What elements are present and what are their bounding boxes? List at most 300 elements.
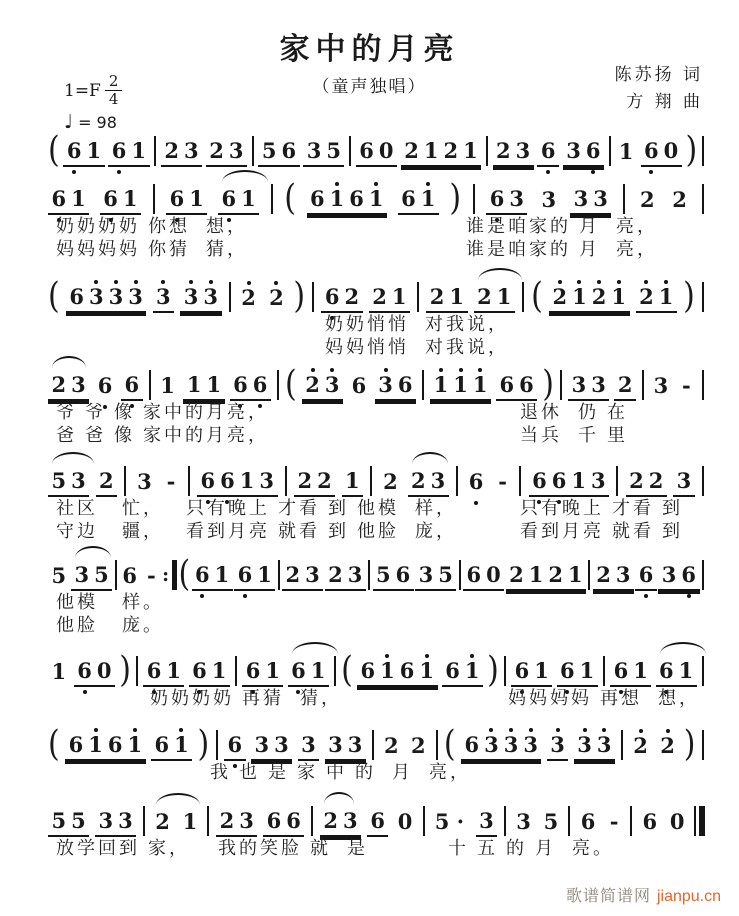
note-char: 2 bbox=[617, 372, 633, 397]
slur-arc bbox=[478, 268, 522, 280]
note-group bbox=[461, 729, 542, 761]
note-group bbox=[48, 560, 70, 590]
note-char: 0 bbox=[663, 138, 679, 163]
note-char: 6 bbox=[233, 374, 248, 396]
note-char: 6 bbox=[552, 470, 567, 492]
note-char: 1 bbox=[528, 562, 544, 587]
note-char: 2 bbox=[372, 284, 387, 309]
barline bbox=[154, 136, 156, 166]
note-char: 6 bbox=[286, 808, 301, 833]
octave-dot-above bbox=[426, 182, 430, 186]
note-char: 6 bbox=[395, 562, 411, 587]
octave-dot-above bbox=[558, 280, 562, 284]
note-group bbox=[142, 560, 161, 590]
note-char: 1 bbox=[434, 374, 449, 396]
note-char: 6 bbox=[170, 188, 185, 210]
note-group bbox=[224, 729, 246, 761]
note-char: 1 bbox=[465, 660, 480, 682]
note-char: 1 bbox=[618, 139, 634, 164]
octave-dot-above bbox=[529, 728, 533, 732]
note-group bbox=[381, 730, 403, 760]
music-line bbox=[0, 362, 739, 452]
note-char: 1 bbox=[257, 562, 272, 587]
note-char: 1 bbox=[160, 373, 175, 398]
note-char: 6 bbox=[310, 186, 325, 211]
note-group bbox=[656, 655, 697, 687]
note-group bbox=[179, 806, 201, 836]
note-char: 1 bbox=[633, 658, 648, 683]
note-char: 3 bbox=[591, 468, 606, 493]
octave-dot-above bbox=[602, 728, 606, 732]
note-char: 3 bbox=[484, 734, 499, 756]
open-paren: ( bbox=[48, 129, 60, 172]
note-char: 6 bbox=[469, 471, 484, 493]
note-char: 3 bbox=[571, 372, 587, 397]
note-char: 3 bbox=[676, 468, 692, 493]
barline bbox=[560, 370, 562, 400]
barline bbox=[312, 282, 314, 312]
octave-dot-above bbox=[330, 368, 334, 372]
final-thin-bar bbox=[694, 806, 696, 836]
note-char: 3 bbox=[577, 734, 592, 756]
note-group bbox=[325, 559, 366, 591]
barline bbox=[623, 184, 625, 214]
note-char: 5 bbox=[376, 562, 391, 587]
note-group bbox=[100, 183, 141, 215]
note-char: 1 bbox=[310, 658, 326, 683]
note-char: 1 bbox=[453, 374, 468, 396]
octave-dot-above bbox=[439, 368, 443, 372]
octave-dot-above bbox=[247, 281, 251, 285]
note-char: 0 bbox=[669, 809, 685, 834]
note-char: 2 bbox=[553, 286, 568, 308]
barline bbox=[702, 730, 704, 760]
note-char: 2 bbox=[660, 735, 675, 757]
note-char: 1 bbox=[182, 809, 198, 834]
note-char: 6 bbox=[351, 373, 367, 398]
note-char: 1 bbox=[369, 188, 384, 210]
octave-dot-below bbox=[644, 594, 648, 598]
lyric-segment: 社区 忙， bbox=[56, 498, 165, 518]
barline bbox=[278, 560, 280, 590]
note-char: 3 bbox=[523, 734, 538, 756]
note-char: 2 bbox=[509, 562, 524, 587]
note-char: 2 bbox=[596, 562, 611, 587]
octave-dot-above bbox=[509, 728, 513, 732]
time-signature-numerator: 2 bbox=[105, 74, 123, 91]
octave-dot-below bbox=[474, 501, 478, 505]
lyric-segment: 谁是咱家的 月 亮， bbox=[466, 216, 659, 236]
note-char: 3 bbox=[137, 469, 152, 494]
note-group bbox=[493, 135, 534, 167]
note-group bbox=[547, 729, 569, 761]
lyric-segment: 他模 样。 bbox=[56, 592, 165, 612]
note-char: 3 bbox=[325, 374, 340, 396]
note-char: 6 bbox=[69, 284, 84, 309]
note-group bbox=[218, 183, 259, 215]
note-char: 6 bbox=[359, 138, 374, 163]
octave-dot-below bbox=[591, 170, 595, 174]
barline bbox=[568, 806, 570, 836]
octave-dot-above bbox=[179, 728, 183, 732]
note-group bbox=[465, 466, 487, 496]
barline bbox=[136, 656, 138, 686]
note-char: 2 bbox=[323, 808, 338, 833]
open-paren: ( bbox=[531, 275, 543, 318]
octave-dot-above bbox=[470, 654, 474, 658]
note-group bbox=[476, 805, 498, 837]
barline bbox=[143, 806, 145, 836]
note-char: 6 bbox=[227, 734, 242, 756]
note-char: 3 bbox=[98, 808, 114, 833]
note-char: 1 bbox=[330, 188, 345, 210]
barline bbox=[188, 466, 190, 496]
note-char: 3 bbox=[615, 562, 631, 587]
music-line bbox=[0, 798, 739, 888]
note-char: 3 bbox=[184, 286, 199, 308]
note-char: 3 bbox=[509, 186, 524, 211]
octave-dot-above bbox=[639, 729, 643, 733]
note-char: 2 bbox=[383, 469, 398, 494]
note-group bbox=[356, 135, 397, 167]
octave-dot-above bbox=[577, 280, 581, 284]
note-char: 5 bbox=[434, 809, 450, 834]
note-group bbox=[474, 281, 515, 313]
note-group bbox=[394, 806, 416, 836]
note-group bbox=[557, 655, 598, 687]
note-char: 3 bbox=[156, 286, 171, 308]
octave-dot-above bbox=[556, 728, 560, 732]
open-paren: ( bbox=[48, 275, 60, 318]
note-group bbox=[641, 135, 682, 167]
barline bbox=[702, 136, 704, 166]
note-char: 1 bbox=[214, 562, 230, 587]
note-char: 6 bbox=[124, 374, 139, 396]
note-char: 0 bbox=[486, 562, 501, 587]
note-group bbox=[442, 655, 483, 687]
octave-dot-above bbox=[617, 280, 621, 284]
note-char: 6 bbox=[238, 564, 253, 586]
lyric-segment: 我的笑脸 就 是 bbox=[218, 838, 369, 858]
note-char: 0 bbox=[96, 658, 112, 683]
note-char: 3 bbox=[418, 562, 434, 587]
note-group bbox=[637, 184, 659, 214]
note-char: 2 bbox=[404, 138, 419, 163]
note-group bbox=[577, 806, 599, 836]
note-char: 6 bbox=[68, 732, 84, 757]
barline bbox=[459, 560, 461, 590]
note-char: 6 bbox=[586, 140, 601, 162]
note-group bbox=[307, 183, 388, 215]
octave-dot-above bbox=[459, 368, 463, 372]
note-char: 6 bbox=[532, 470, 547, 492]
note-group bbox=[657, 730, 679, 760]
note-char: 2 bbox=[629, 468, 644, 493]
barline bbox=[216, 730, 218, 760]
note-char: 3 bbox=[504, 734, 519, 756]
note-char: 2 bbox=[305, 374, 320, 396]
note-char: 1 bbox=[51, 659, 67, 684]
note-char: 6 bbox=[349, 186, 364, 211]
note-char: 2 bbox=[411, 733, 426, 758]
note-group bbox=[234, 559, 275, 591]
note-char: 1 bbox=[71, 186, 86, 211]
barline bbox=[252, 136, 254, 166]
note-char: 1 bbox=[419, 660, 434, 682]
note-char: 2 bbox=[672, 187, 687, 212]
note-char: 6 bbox=[281, 138, 297, 163]
barline bbox=[422, 370, 424, 400]
note-char: 6 bbox=[642, 809, 658, 834]
note-group bbox=[506, 559, 587, 591]
close-paren: ) bbox=[487, 649, 499, 692]
note-group bbox=[134, 466, 156, 496]
lyric-segment: 奶奶奶奶 你想 想， bbox=[56, 216, 249, 236]
note-char: 5 bbox=[438, 562, 453, 587]
barline bbox=[519, 466, 521, 496]
note-group bbox=[180, 281, 221, 313]
note-char: 2 bbox=[241, 287, 256, 309]
note-char: 3 bbox=[430, 468, 446, 493]
lyric-segment: 看到月亮 就看 到 bbox=[520, 521, 684, 541]
note-char: 3 bbox=[550, 734, 565, 756]
slur-arc bbox=[660, 642, 706, 654]
barline bbox=[124, 466, 126, 496]
note-group bbox=[348, 370, 370, 400]
octave-dot-above bbox=[644, 280, 648, 284]
note-char: 2 bbox=[384, 733, 399, 758]
note-char: 6 bbox=[445, 658, 460, 683]
lyric-segment: 退休 仍 在 bbox=[520, 402, 629, 422]
note-char: 6 bbox=[112, 140, 127, 162]
note-group bbox=[615, 136, 637, 166]
note-group bbox=[143, 655, 184, 687]
note-group bbox=[121, 369, 143, 401]
note-char: 1 bbox=[391, 284, 407, 309]
note-group bbox=[431, 806, 470, 836]
note-char: 1 bbox=[131, 138, 147, 163]
note-char: - bbox=[609, 809, 619, 834]
barline bbox=[436, 730, 438, 760]
note-char: 6 bbox=[466, 562, 482, 587]
close-paren: ) bbox=[449, 177, 462, 220]
note-char: 1 bbox=[496, 284, 512, 309]
note-char: 6 bbox=[192, 660, 207, 682]
note-char: 3 bbox=[591, 372, 606, 397]
note-char: 1 bbox=[88, 734, 103, 756]
note-char: 2 bbox=[640, 187, 655, 212]
note-char: 3 bbox=[479, 808, 494, 833]
note-group bbox=[549, 281, 630, 313]
repeat-sign bbox=[162, 560, 177, 590]
octave-dot-above bbox=[385, 654, 389, 658]
note-group bbox=[238, 282, 260, 312]
note-char: 6 bbox=[325, 286, 340, 308]
note-char: 1 bbox=[206, 372, 222, 397]
octave-dot-above bbox=[133, 728, 137, 732]
note-char: 1 bbox=[571, 468, 586, 493]
octave-dot-above bbox=[583, 728, 587, 732]
barline bbox=[235, 656, 237, 686]
lyric-segment: 只有晚上 才看 到 他模 样， bbox=[186, 498, 458, 518]
lyric-segment: 奶奶奶奶 再猜 猜， bbox=[150, 688, 343, 708]
note-char: 6 bbox=[52, 188, 67, 210]
note-group bbox=[303, 135, 344, 167]
lyric-segment: 爸 爸 像 家中的月亮， bbox=[56, 425, 270, 445]
note-char: 2 bbox=[648, 468, 664, 493]
note-char: 1 bbox=[265, 658, 280, 683]
note-group bbox=[426, 281, 467, 313]
note-char: 3 bbox=[347, 732, 363, 757]
note-group bbox=[610, 655, 651, 687]
note-char: 6 bbox=[253, 374, 268, 396]
lyric-segment: 十 五 的 月 亮。 bbox=[448, 838, 615, 858]
lyric-segment: 当兵 千 里 bbox=[520, 425, 629, 445]
note-char: 6 bbox=[399, 658, 415, 683]
barline bbox=[603, 656, 605, 686]
note-char: 3 bbox=[593, 186, 608, 211]
note-group bbox=[282, 559, 323, 591]
note-char: 6 bbox=[614, 660, 629, 682]
close-paren: ) bbox=[542, 363, 555, 406]
note-group bbox=[230, 369, 271, 401]
barline bbox=[522, 282, 524, 312]
note-char: 1 bbox=[239, 468, 255, 493]
barline bbox=[311, 806, 313, 836]
note-char: 3 bbox=[118, 808, 133, 833]
open-paren: ( bbox=[284, 177, 296, 220]
note-group bbox=[380, 466, 402, 496]
watermark-site-name: 歌谱简谱网 bbox=[565, 888, 651, 905]
note-char: 6 bbox=[515, 660, 530, 682]
note-group bbox=[430, 369, 491, 401]
note-char: 3 bbox=[516, 809, 531, 834]
repeat-dots: : bbox=[162, 563, 170, 586]
note-group bbox=[650, 370, 672, 400]
note-char: 5 bbox=[94, 562, 109, 587]
note-char: 1 bbox=[166, 658, 181, 683]
note-group bbox=[496, 369, 537, 401]
barline bbox=[588, 560, 590, 590]
note-char: 3 bbox=[661, 562, 677, 587]
note-char: 3 bbox=[653, 373, 669, 398]
note-char: 1 bbox=[186, 372, 202, 397]
note-char: 2 bbox=[443, 138, 459, 163]
note-group bbox=[258, 135, 299, 167]
note-char: 1 bbox=[572, 286, 587, 308]
note-char: 3 bbox=[274, 732, 289, 757]
note-char: 6 bbox=[107, 732, 123, 757]
note-char: 1 bbox=[678, 658, 694, 683]
note-char: - bbox=[681, 373, 691, 398]
barline bbox=[207, 806, 209, 836]
note-char: - bbox=[146, 563, 156, 588]
note-char: 3 bbox=[74, 562, 90, 587]
octave-dot-below bbox=[200, 594, 204, 598]
note-group bbox=[66, 281, 147, 313]
note-char: 5 bbox=[51, 808, 67, 833]
lyric-segment: 妈妈悄悄 对我说， bbox=[325, 337, 510, 357]
note-group bbox=[95, 805, 136, 837]
octave-dot-below bbox=[687, 594, 691, 598]
note-group bbox=[48, 656, 70, 686]
note-char: 1 bbox=[189, 186, 204, 211]
octave-dot-below bbox=[72, 170, 76, 174]
note-group bbox=[119, 560, 141, 590]
note-char: 6 bbox=[77, 660, 92, 682]
note-char: 6 bbox=[195, 564, 210, 586]
lyric-segment: 守边 疆， bbox=[56, 521, 165, 541]
lyric-segment: 放学回到 家， bbox=[56, 838, 191, 858]
note-group bbox=[568, 369, 609, 401]
note-char: 3 bbox=[239, 808, 254, 833]
note-group bbox=[108, 135, 149, 167]
note-char: 2 bbox=[317, 468, 332, 493]
note-group bbox=[65, 729, 146, 761]
close-paren: ) bbox=[293, 275, 306, 318]
barline bbox=[372, 730, 374, 760]
barline bbox=[271, 184, 273, 214]
barline bbox=[616, 466, 618, 496]
note-group bbox=[669, 184, 691, 214]
note-group bbox=[206, 135, 247, 167]
barline bbox=[285, 466, 287, 496]
note-char: - bbox=[498, 469, 507, 494]
note-group bbox=[157, 370, 179, 400]
note-char: 6 bbox=[464, 732, 480, 757]
barline bbox=[277, 370, 279, 400]
note-char: 6 bbox=[246, 660, 261, 682]
note-char: 1 bbox=[211, 658, 227, 683]
note-char: 5 bbox=[543, 809, 559, 834]
note-char: 2 bbox=[209, 138, 224, 163]
note-char: 3 bbox=[342, 808, 358, 833]
note-char: 3 bbox=[109, 286, 124, 308]
note-group bbox=[197, 465, 278, 497]
barline bbox=[115, 560, 117, 590]
note-char: 6 bbox=[681, 564, 696, 586]
note-char: 1 bbox=[345, 468, 360, 493]
note-group bbox=[152, 806, 174, 836]
note-char: 6 bbox=[580, 809, 596, 834]
note-char: 1 bbox=[127, 734, 142, 756]
octave-dot-above bbox=[114, 280, 118, 284]
lyric-segment: 他脸 庞。 bbox=[56, 615, 165, 635]
note-group bbox=[242, 655, 283, 687]
note-char: 2 bbox=[633, 735, 648, 757]
barline bbox=[702, 466, 704, 496]
note-group bbox=[658, 559, 699, 591]
song-title: 家中的月亮 bbox=[279, 32, 460, 67]
octave-dot-above bbox=[489, 728, 493, 732]
note-char: 6 bbox=[490, 188, 505, 210]
open-paren: ( bbox=[341, 649, 353, 692]
note-group bbox=[162, 466, 181, 496]
note-char: 1 bbox=[122, 186, 138, 211]
note-group bbox=[408, 465, 449, 497]
note-group bbox=[63, 135, 104, 167]
open-paren: ( bbox=[48, 723, 60, 766]
note-group bbox=[288, 655, 329, 687]
barline bbox=[702, 656, 704, 686]
note-char: 1 bbox=[174, 734, 189, 756]
note-group bbox=[266, 282, 288, 312]
note-group bbox=[71, 559, 112, 591]
note-char: 6 bbox=[639, 564, 654, 586]
lyric-segment: 妈妈妈妈 再想 想， bbox=[508, 688, 701, 708]
barline bbox=[423, 806, 425, 836]
watermark bbox=[566, 883, 721, 906]
